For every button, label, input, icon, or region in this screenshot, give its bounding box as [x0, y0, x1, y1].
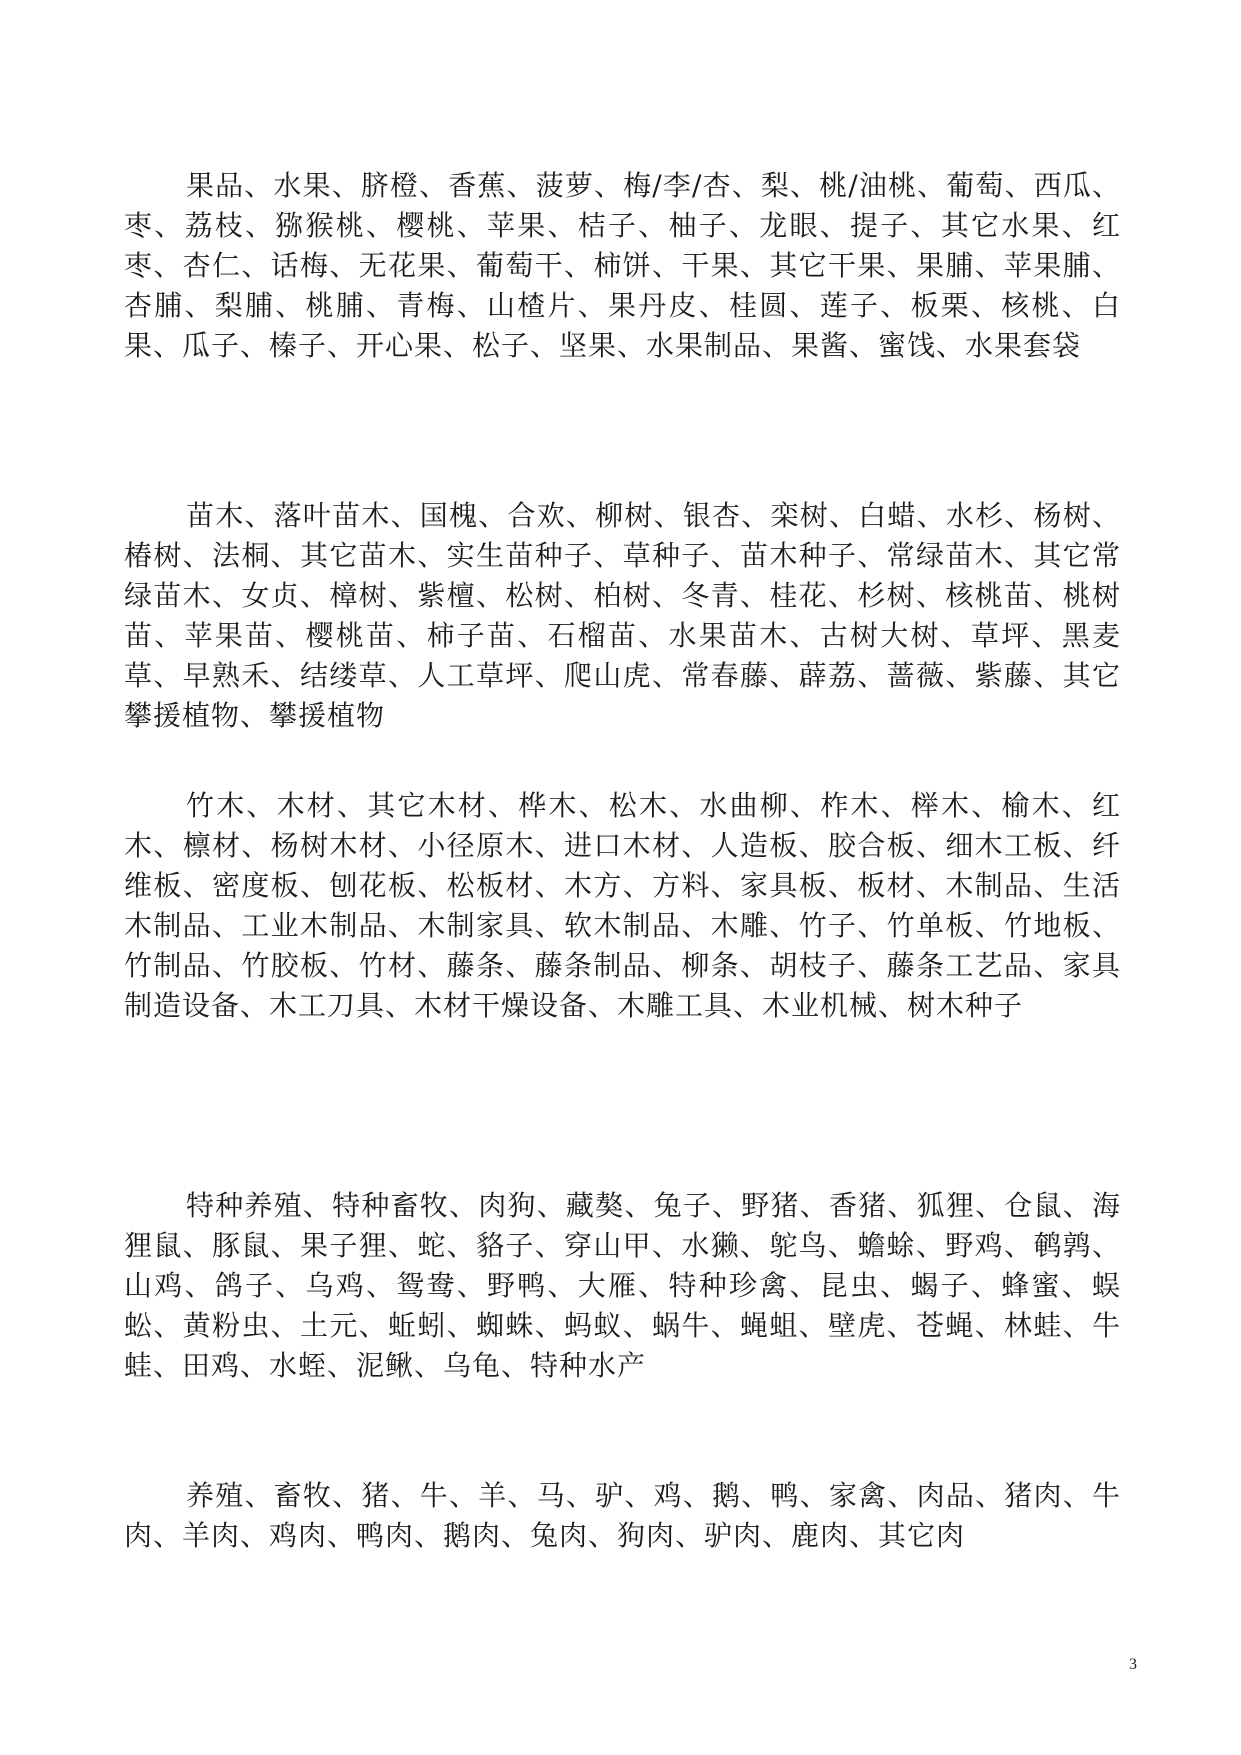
paragraph-livestock: 养殖、畜牧、猪、牛、羊、马、驴、鸡、鹅、鸭、家禽、肉品、猪肉、牛肉、羊肉、鸡肉、鸭肉、鹅肉、兔肉、狗肉、驴肉、鹿肉、其它肉: [124, 1479, 1121, 1552]
paragraph-special-breeding: 特种养殖、特种畜牧、肉狗、藏獒、兔子、野猪、香猪、狐狸、仓鼠、海狸鼠、豚鼠、果子狸、蛇、貉子、穿山甲、水獭、鸵鸟、蟾蜍、野鸡、鹌鹑、山鸡、鸽子、乌鸡、鸳鸯、野鸭、大雁、特种珍禽、昆虫、蝎子、蜂蜜、蜈蚣、黄粉虫、土元、蚯蚓、蜘蛛、蚂蚁、蜗牛、蝇蛆、壁虎、苍蝇、林蛙、牛蛙、田鸡、水蛭、泥鳅、乌龟、特种水产: [124, 1189, 1121, 1382]
paragraph-seedlings: 苗木、落叶苗木、国槐、合欢、柳树、银杏、栾树、白蜡、水杉、杨树、椿树、法桐、其它苗木、实生苗种子、草种子、苗木种子、常绿苗木、其它常绿苗木、女贞、樟树、紫檀、松树、柏树、冬青、桂花、杉树、核桃苗、桃树苗、苹果苗、樱桃苗、柿子苗、石榴苗、水果苗木、古树大树、草坪、黑麦草、早熟禾、结缕草、人工草坪、爬山虎、常春藤、薜荔、蔷薇、紫藤、其它攀援植物、攀援植物: [124, 499, 1121, 732]
paragraph-bamboo-wood: 竹木、木材、其它木材、桦木、松木、水曲柳、柞木、榉木、榆木、红木、檩材、杨树木材、小径原木、进口木材、人造板、胶合板、细木工板、纤维板、密度板、刨花板、松板材、木方、方料、家具板、板材、木制品、生活木制品、工业木制品、木制家具、软木制品、木雕、竹子、竹单板、竹地板、竹制品、竹胶板、竹材、藤条、藤条制品、柳条、胡枝子、藤条工艺品、家具制造设备、木工刀具、木材干燥设备、木雕工具、木业机械、树木种子: [124, 789, 1121, 1022]
paragraph-fruits: 果品、水果、脐橙、香蕉、菠萝、梅/李/杏、梨、桃/油桃、葡萄、西瓜、枣、荔枝、猕猴桃、樱桃、苹果、桔子、柚子、龙眼、提子、其它水果、红枣、杏仁、话梅、无花果、葡萄干、柿饼、干果、其它干果、果脯、苹果脯、杏脯、梨脯、桃脯、青梅、山楂片、果丹皮、桂圆、莲子、板栗、核桃、白果、瓜子、榛子、开心果、松子、坚果、水果制品、果酱、蜜饯、水果套袋: [124, 169, 1121, 362]
page-number: 3: [1129, 1656, 1137, 1673]
